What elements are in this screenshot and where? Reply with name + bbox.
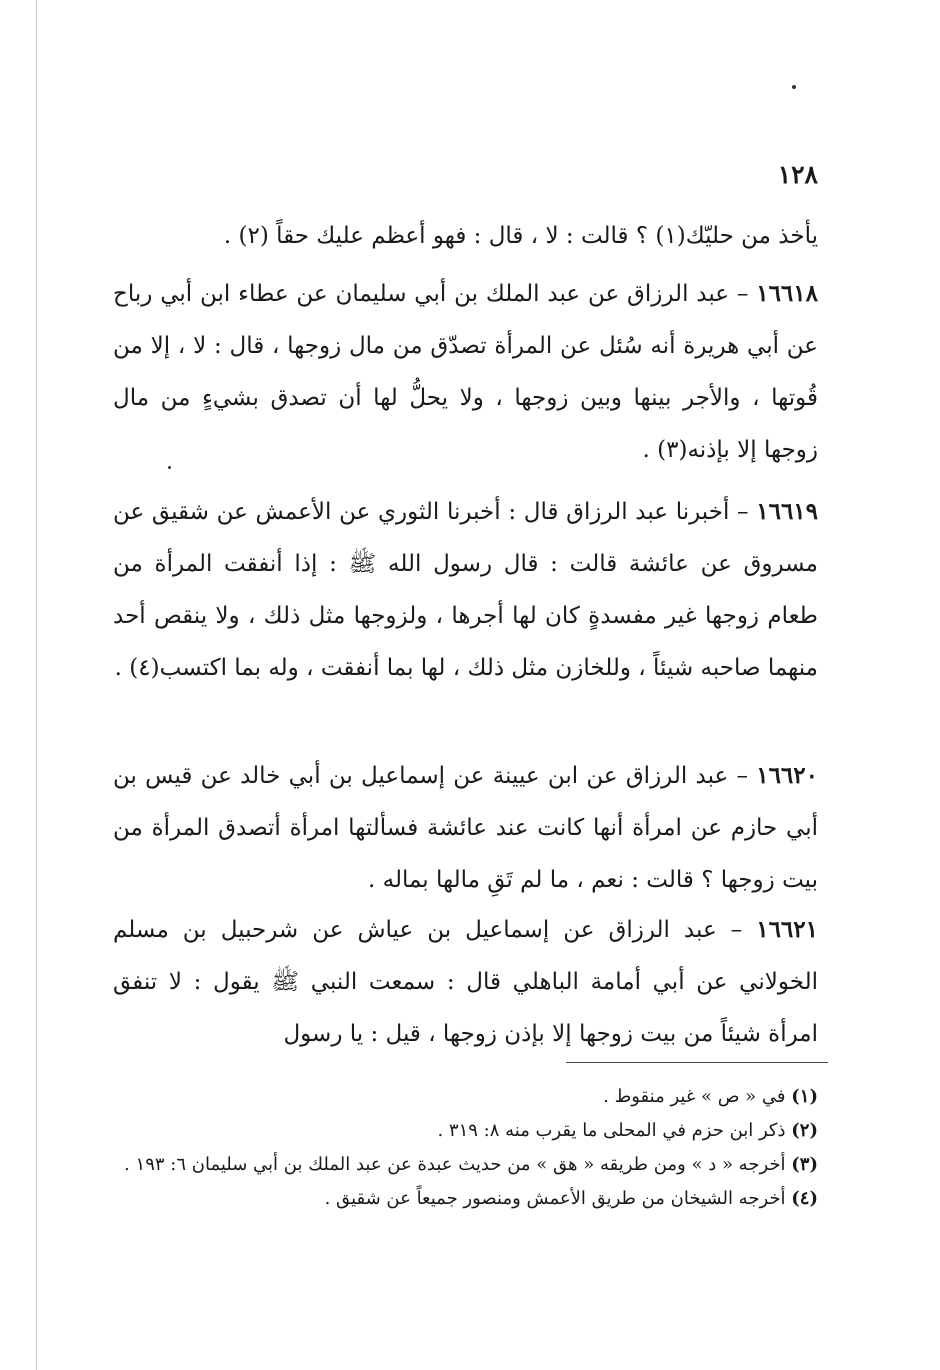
paragraph-text: – عبد الرزاق عن ابن عيينة عن إسماعيل بن أبي خالد عن قيس بن أبي حازم عن امرأة أنها كانت عند عائشة فسألتها امرأة أتصدق المرأة من بيت زوجها ؟ قالت : نعم ، ما لم تَقِ مالها بماله . — [113, 763, 818, 893]
hadith-number: ١٦٦١٨ — [756, 280, 818, 307]
footnote-text: في « ص » غير منقوط . — [603, 1086, 786, 1107]
hadith-number: ١٦٦١٩ — [756, 498, 819, 525]
hadith-paragraph — [113, 904, 818, 1060]
hadith-paragraph — [113, 486, 818, 694]
left-margin-rule — [36, 0, 37, 1370]
footnote-number: (٢) — [791, 1120, 818, 1141]
footnote — [113, 1148, 818, 1182]
footnote — [113, 1182, 818, 1216]
paragraph-text: – أخبرنا عبد الرزاق قال : أخبرنا الثوري عن الأعمش عن شقيق عن مسروق عن عائشة قالت : قال رسول الله ﷺ : إذا أنفقت المرأة من طعام زوجها غير مفسدةٍ كان لها أجرها ، ولزوجها مثل ذلك ، ولا ينقص أحد منهما صاحبه شيئاً ، وللخازن مثل ذلك ، لها بما أنفقت ، وله بما اكتسب(٤) . — [113, 499, 818, 681]
footnote — [113, 1080, 818, 1114]
hadith-number: ١٦٦٢١ — [756, 916, 818, 943]
footnote-divider — [566, 1062, 828, 1063]
hadith-paragraph — [113, 268, 818, 476]
footnote-number: (٣) — [791, 1154, 818, 1175]
paragraph-text: – عبد الرزاق عن إسماعيل بن عياش عن شرحبيل بن مسلم الخولاني عن أبي أمامة الباهلي قال : سمعت النبي ﷺ يقول : لا تنفق امرأة شيئاً من بيت زوجها إلا بإذن زوجها ، قيل : يا رسول — [113, 917, 818, 1047]
footnotes — [113, 1080, 818, 1216]
footnote-number: (٤) — [791, 1188, 818, 1209]
page-number: ١٢٨ — [777, 160, 818, 189]
footnote-text: أخرجه الشيخان من طريق الأعمش ومنصور جميعاً عن شقيق . — [324, 1188, 786, 1209]
paragraph-text: يأخذ من حليّك(١) ؟ قالت : لا ، قال : فهو أعظم عليك حقاً (٢) . — [223, 223, 818, 249]
hadith-paragraph — [113, 750, 818, 906]
footnote-text: أخرجه « د » ومن طريقه « هق » من حديث عبدة عن عبد الملك بن أبي سليمان ٦: ١٩٣ . — [124, 1154, 786, 1175]
footnote-number: (١) — [791, 1086, 818, 1107]
footnote-text: ذكر ابن حزم في المحلى ما يقرب منه ٨: ٣١٩ . — [437, 1120, 786, 1141]
paragraph-continuation — [113, 210, 818, 262]
hadith-number: ١٦٦٢٠ — [756, 762, 818, 789]
paragraph-text: – عبد الرزاق عن عبد الملك بن أبي سليمان عن عطاء ابن أبي رباح عن أبي هريرة أنه سُئل عن المرأة تصدّق من مال زوجها ، قال : لا ، إلا من قُوتها ، والأجر بينها وبين زوجها ، ولا يحلُّ لها أن تصدق بشيءٍ من مال زوجها إلا بإذنه(٣) . — [113, 281, 818, 463]
footnote — [113, 1114, 818, 1148]
ink-speck — [792, 85, 796, 89]
